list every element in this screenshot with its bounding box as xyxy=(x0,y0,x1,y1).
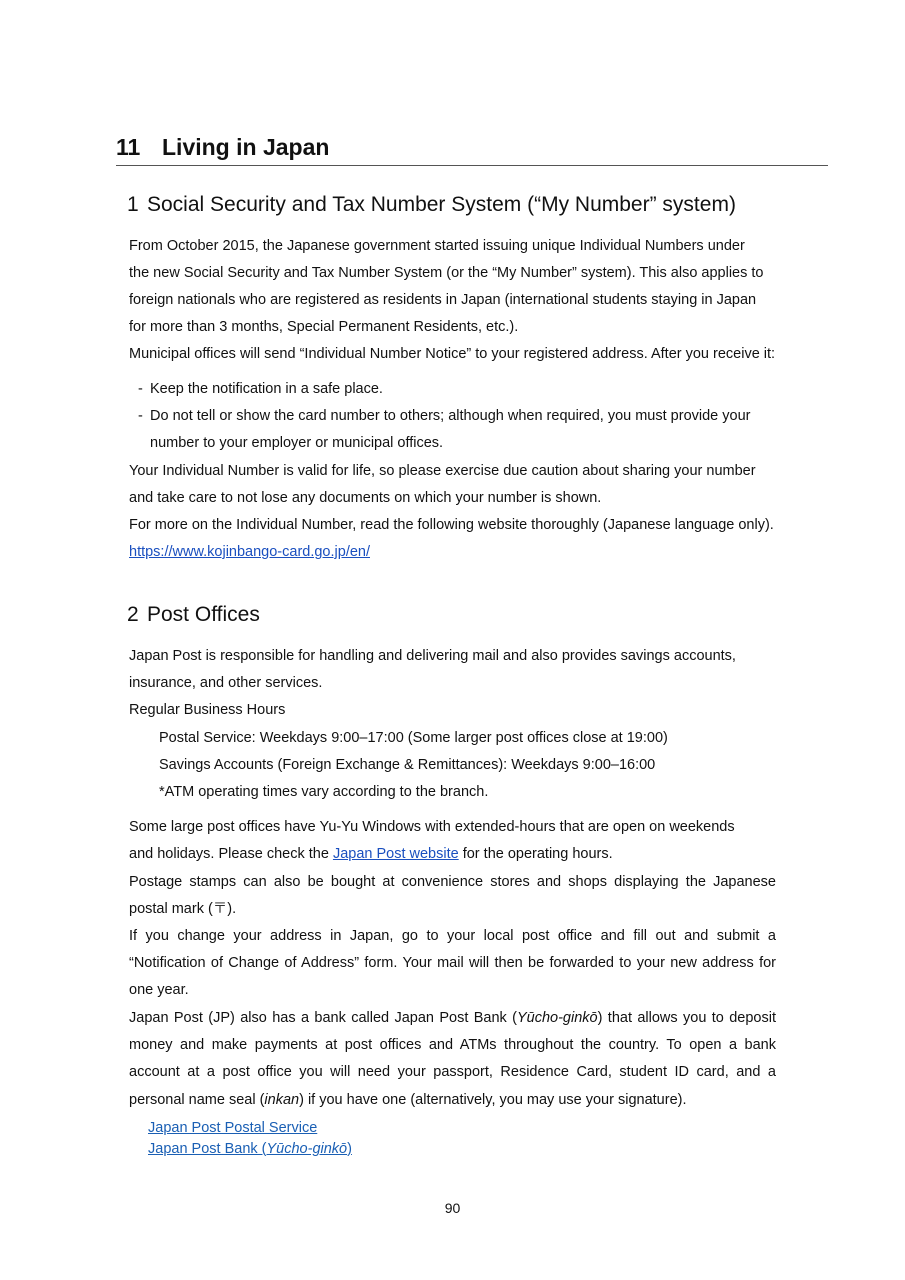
stamps-paragraph: Postage stamps can also be bought at convenience stores and shops displaying the Japanese postal mark (〒). xyxy=(129,874,776,918)
section-title: Post Offices xyxy=(147,603,260,626)
paragraph-line xyxy=(129,841,829,868)
paragraph-line: Regular Business Hours xyxy=(129,702,286,718)
text-run: for the operating hours. xyxy=(458,846,613,862)
paragraph-line: Japan Post is responsible for handling and delivering mail and also provides savings accounts, xyxy=(129,648,736,664)
bullet-text: Keep the notification in a safe place. xyxy=(150,381,383,397)
bullet-dash: - xyxy=(138,381,143,397)
section-heading-my-number xyxy=(127,191,827,219)
section-title: Social Security and Tax Number System (“My Number” system) xyxy=(147,193,736,216)
text-run-italic: Yūcho-ginkō xyxy=(516,1010,598,1026)
paragraph-line: From October 2015, the Japanese government started issuing unique Individual Numbers under xyxy=(129,238,745,254)
bullet-dash: - xyxy=(138,408,143,424)
link-text: Japan Post Bank ( xyxy=(148,1141,267,1157)
my-number-website-link[interactable]: https://www.kojinbango-card.go.jp/en/ xyxy=(129,544,370,560)
bullet-text: Do not tell or show the card number to others; although when required, you must provide your xyxy=(150,408,751,424)
section-number: 2 xyxy=(127,603,139,626)
japan-post-bank-link[interactable] xyxy=(148,1139,352,1160)
hours-line: Postal Service: Weekdays 9:00–17:00 (Some larger post offices close at 19:00) xyxy=(159,730,668,746)
bullet-item xyxy=(138,403,750,430)
bullet-item xyxy=(138,376,383,403)
section-heading-post-offices xyxy=(127,601,827,629)
chapter-number: 11 xyxy=(116,134,141,160)
link-text-italic: Yūcho-ginkō xyxy=(266,1141,348,1157)
paragraph-line: For more on the Individual Number, read the following website thoroughly (Japanese language only). xyxy=(129,517,774,533)
paragraph-line: Some large post offices have Yu-Yu Windows with extended-hours that are open on weekends xyxy=(129,819,735,835)
paragraph-line: foreign nationals who are registered as residents in Japan (international students staying in Japan xyxy=(129,292,757,308)
paragraph-line: for more than 3 months, Special Permanent Residents, etc.). xyxy=(129,319,519,335)
japan-post-postal-service-link[interactable]: Japan Post Postal Service xyxy=(148,1120,318,1136)
text-run: Japan Post (JP) also has a bank called Japan Post Bank ( xyxy=(129,1010,517,1026)
page-number: 90 xyxy=(444,1200,461,1216)
hours-line: Savings Accounts (Foreign Exchange & Remittances): Weekdays 9:00–16:00 xyxy=(159,757,656,773)
bank-paragraph xyxy=(129,1005,776,1114)
address-paragraph: If you change your address in Japan, go to your local post office and fill out and submit a “Notification of Change of Address” form. Your mail will then be forwarded to your new address for one year. xyxy=(129,928,776,999)
link-text: ) xyxy=(347,1141,352,1157)
paragraph-line: the new Social Security and Tax Number System (or the “My Number” system). This also applies to xyxy=(129,265,764,281)
paragraph-line: and take care to not lose any documents on which your number is shown. xyxy=(129,490,602,506)
bullet-continuation: number to your employer or municipal offices. xyxy=(150,435,444,451)
text-run: ) that allows you to deposit money and make payments at post offices and ATMs throughout the country. To open a bank account at a post office you will need your passport, Residence Card, student ID card, and a personal name seal ( xyxy=(129,1010,776,1108)
hours-note: *ATM operating times vary according to the branch. xyxy=(159,784,489,800)
section-number: 1 xyxy=(127,193,139,216)
paragraph-line: Your Individual Number is valid for life, so please exercise due caution about sharing your number xyxy=(129,463,756,479)
paragraph-line xyxy=(129,539,829,566)
text-run: and holidays. Please check the xyxy=(129,846,333,862)
chapter-title: Living in Japan xyxy=(162,134,330,160)
text-run: ) if you have one (alternatively, you may use your signature). xyxy=(299,1091,687,1108)
japan-post-website-link[interactable]: Japan Post website xyxy=(332,846,459,862)
paragraph-line: Municipal offices will send “Individual Number Notice” to your registered address. After you receive it: xyxy=(129,346,776,362)
text-run-italic: inkan xyxy=(264,1091,300,1108)
paragraph-line: insurance, and other services. xyxy=(129,675,323,691)
chapter-heading xyxy=(116,131,828,166)
